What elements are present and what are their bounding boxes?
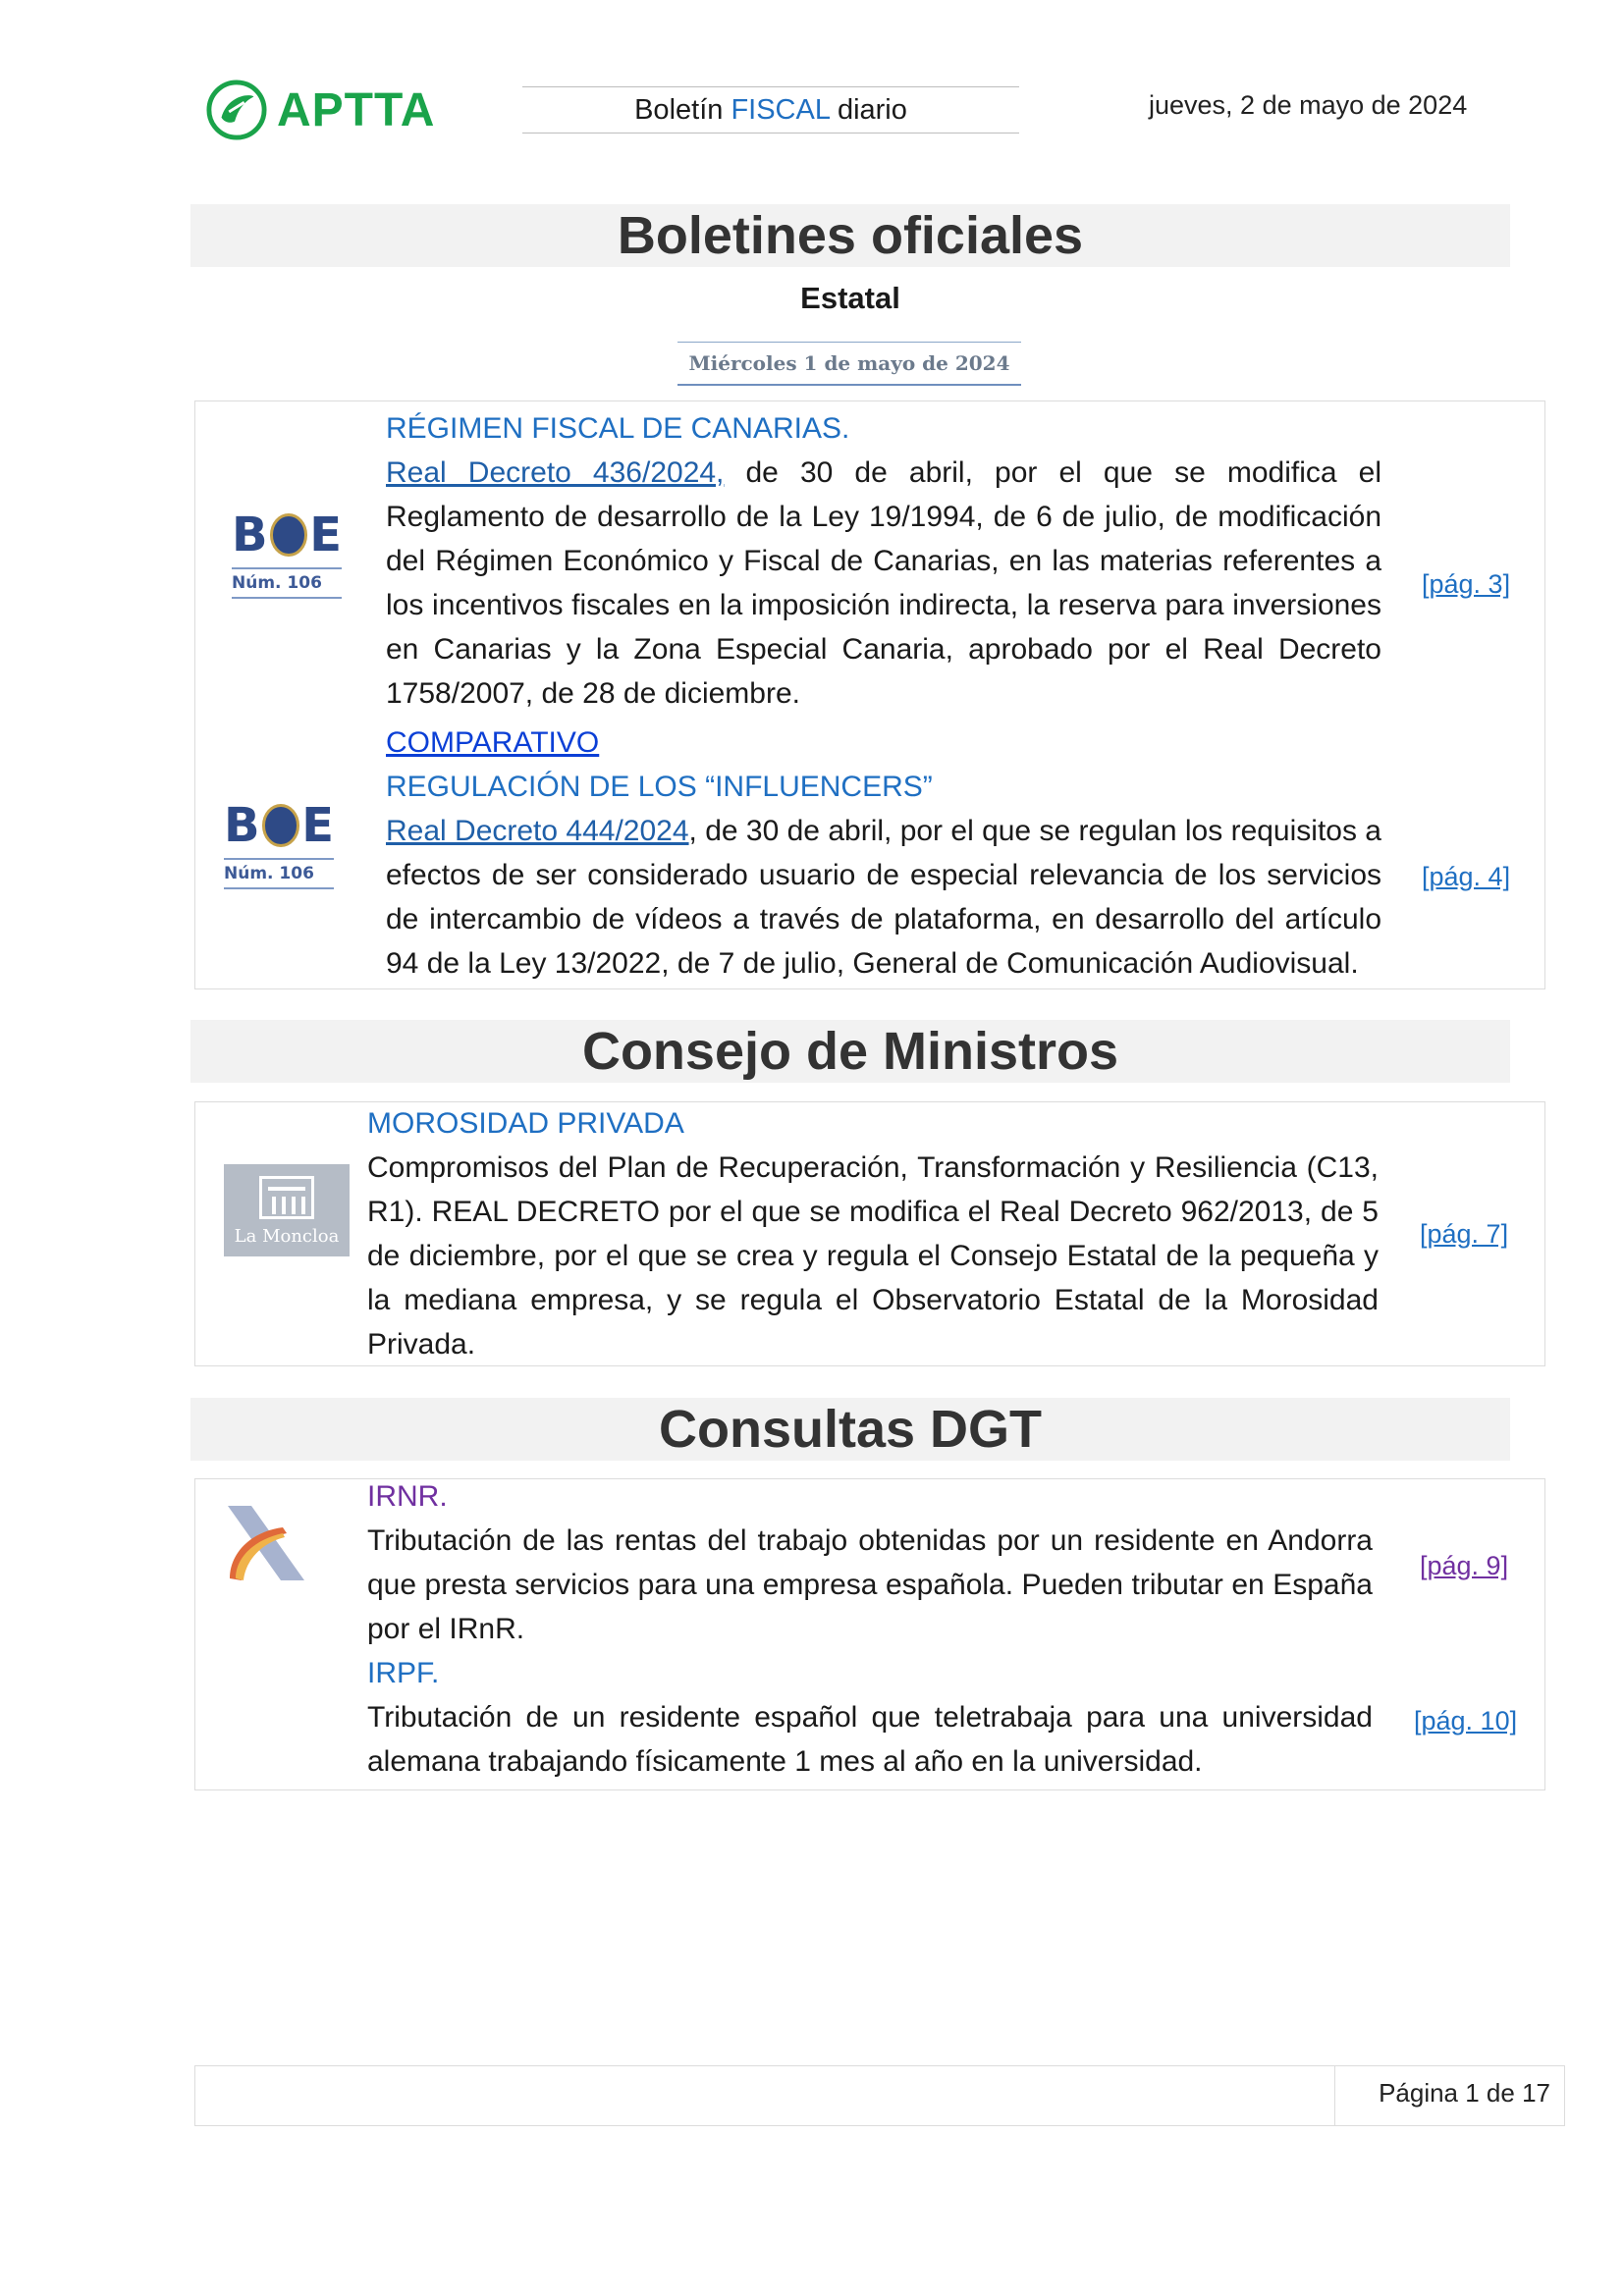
- bulletin-title: [522, 86, 1019, 133]
- comparativo-wrap: [386, 721, 1381, 765]
- aptta-logo: [206, 77, 461, 143]
- aptta-logo-text: APTTA: [277, 83, 436, 136]
- page-ref-link[interactable]: [pág. 10]: [1414, 1706, 1518, 1735]
- header-date: jueves, 2 de mayo de 2024: [1149, 90, 1468, 120]
- page-footer: [194, 2065, 1565, 2126]
- section-title-consejo: Consejo de Ministros: [190, 1020, 1510, 1083]
- item-heading: RÉGIMEN FISCAL DE CANARIAS.: [386, 412, 850, 445]
- boe-letter-e: E: [309, 507, 342, 562]
- real-decreto-444-link[interactable]: Real Decreto 444/2024: [386, 815, 689, 847]
- page-ref-link[interactable]: [pág. 9]: [1420, 1551, 1509, 1580]
- boletin-item: [386, 721, 1381, 986]
- real-decreto-436-link[interactable]: Real Decreto 436/2024,: [386, 456, 725, 489]
- item-heading: IRPF.: [367, 1657, 440, 1689]
- page-ref-link[interactable]: [pág. 3]: [1422, 569, 1511, 599]
- item-body: Compromisos del Plan de Recuperación, Transformación y Resiliencia (C13, R1). REAL DECRETO por el que se modifica el Real Decreto 962/2013, de 5 de diciembre, por el que se crea y regula el Consejo Estatal de la pequeña y la mediana empresa, y se regula el Observatorio Estatal de la Morosidad Privada.: [367, 1151, 1379, 1361]
- aptta-leaf-icon: [206, 80, 267, 140]
- boe-seal-icon: [270, 513, 308, 557]
- boe-seal-icon: [262, 804, 300, 847]
- section-title-boletines: Boletines oficiales: [190, 204, 1510, 267]
- bulletin-suffix: diario: [829, 94, 907, 126]
- bulletin-prefix: Boletín: [634, 94, 731, 126]
- item-body: [386, 809, 1381, 986]
- boletin-item: [386, 406, 1381, 716]
- boe-issue-number: Núm. 106: [224, 864, 314, 883]
- moncloa-logo: [224, 1164, 350, 1256]
- moncloa-building-icon: [259, 1176, 314, 1219]
- item-heading: REGULACIÓN DE LOS “INFLUENCERS”: [386, 771, 933, 803]
- consulta-item: [367, 1474, 1373, 1651]
- boe-logo: [232, 508, 342, 599]
- bulletin-highlight: FISCAL: [731, 94, 830, 126]
- boe-issue-number: Núm. 106: [232, 573, 322, 593]
- page-number: Página 1 de 17: [1379, 2078, 1550, 2108]
- item-body: Tributación de las rentas del trabajo obtenidas por un residente en Andorra que presta servicios para una empresa española. Pueden tributar en España por el IRnR.: [367, 1524, 1373, 1645]
- boe-logo: [224, 799, 334, 889]
- comparativo-link[interactable]: COMPARATIVO: [386, 726, 600, 759]
- aeat-logo-icon: [222, 1502, 310, 1584]
- item-heading: IRNR.: [367, 1480, 448, 1513]
- boe-letter-b: B: [224, 798, 260, 853]
- item-body: [386, 451, 1381, 716]
- section-title-consultas: Consultas DGT: [190, 1398, 1510, 1461]
- boe-letter-e: E: [301, 798, 334, 853]
- moncloa-logo-label: La Moncloa: [234, 1226, 340, 1247]
- boletin-date-label: Miércoles 1 de mayo de 2024: [677, 342, 1021, 386]
- item-heading: MOROSIDAD PRIVADA: [367, 1107, 684, 1140]
- item-body: Tributación de un residente español que teletrabaja para una universidad alemana trabajando físicamente 1 mes al año en la universidad.: [367, 1701, 1373, 1778]
- page-ref-link[interactable]: [pág. 4]: [1422, 862, 1511, 891]
- consulta-item: [367, 1651, 1373, 1784]
- subsection-estatal: Estatal: [800, 281, 900, 315]
- page-ref-link[interactable]: [pág. 7]: [1420, 1219, 1509, 1249]
- item-body-text: , de 30 de abril, por el que se regulan los requisitos a efectos de ser considerado usuario de especial relevancia de los servicios de intercambio de vídeos a través de plataforma, en desarrollo del artículo 94 de la Ley 13/2022, de 7 de julio, General de Comunicación Audiovisual.: [386, 815, 1381, 980]
- consejo-item: [367, 1101, 1379, 1366]
- item-body-text: de 30 de abril, por el que se modifica el Reglamento de desarrollo de la Ley 19/1994, de 6 de julio, de modificación del Régimen Económico y Fiscal de Canarias, en las materias referentes a los incentivos fiscales en la imposición indirecta, la reserva para inversiones en Canarias y la Zona Especial Canaria, aprobado por el Real Decreto 1758/2007, de 28 de diciembre.: [386, 456, 1381, 710]
- boe-letter-b: B: [232, 507, 268, 562]
